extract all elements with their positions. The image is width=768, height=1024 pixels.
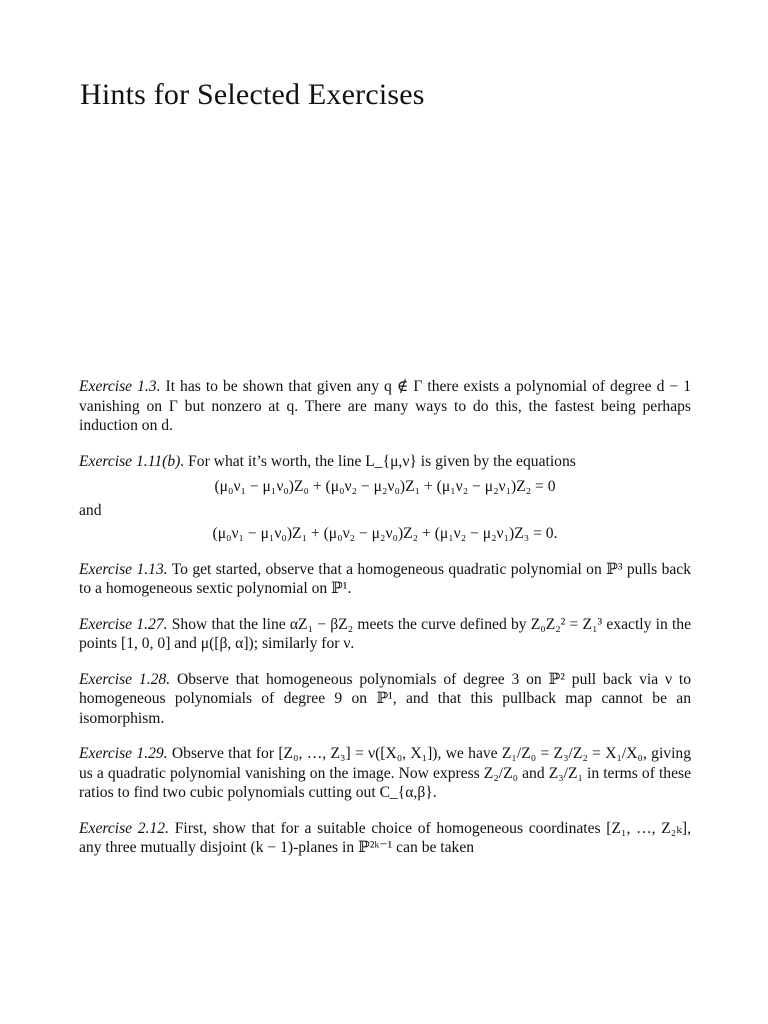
exercise-text: To get started, observe that a homogeneous quadratic polynomial on ℙ³ pulls back to a homogeneous sextic polynomial on ℙ¹. (79, 560, 692, 597)
equation-2: (μ₀ν₁ − μ₁ν₀)Z₁ + (μ₀ν₂ − μ₂ν₀)Z₂ + (μ₁ν₂ − μ₂ν₁)Z₃ = 0. (212, 525, 558, 542)
exercise-text: Show that the line αZ₁ − βZ₂ meets the curve defined by Z₀Z₂² = Z₁³ exactly in the points [1, 0, 0] and μ([β, α]); similarly for ν. (79, 615, 692, 652)
exercise-1-13-hint (79, 560, 691, 599)
exercise-text: It has to be shown that given any q ∉ Γ there exists a polynomial of degree d − 1 vanishing on Γ but nonzero at q. There are many ways to do this, the fastest being perhaps induction on d. (79, 378, 691, 434)
exercise-1-29-hint (79, 744, 691, 803)
connector-text: and (79, 501, 102, 519)
exercise-label: Exercise 1.28. (79, 670, 171, 688)
exercise-label: Exercise 1.29. (79, 745, 168, 762)
exercise-1-28-hint (79, 670, 691, 729)
exercise-label: Exercise 1.27. (79, 615, 168, 633)
exercise-text: For what it’s worth, the line L_{μ,ν} is given by the equations (188, 452, 576, 470)
exercise-1-11b-hint (79, 452, 691, 472)
exercise-text: Observe that homogeneous polynomials of degree 3 on ℙ² pull back via ν to homogeneous polynomials of degree 9 on ℙ¹, and that this pullback map cannot be an isomorphism. (79, 670, 692, 727)
exercise-label: Exercise 2.12. (79, 819, 169, 837)
equation-1: (μ₀ν₁ − μ₁ν₀)Z₀ + (μ₀ν₂ − μ₂ν₀)Z₁ + (μ₁ν₂ − μ₂ν₁)Z₂ = 0 (214, 478, 556, 495)
exercise-label: Exercise 1.11(b). (79, 452, 185, 470)
exercise-text: First, show that for a suitable choice of homogeneous coordinates [Z₁, …, Z₂ₖ], any three mutually disjoint (k − 1)-planes in ℙ²ᵏ⁻¹ can be taken (79, 819, 691, 856)
exercise-hints-body (79, 377, 691, 874)
exercise-label: Exercise 1.3. (79, 378, 161, 395)
exercise-1-3-hint (79, 377, 691, 436)
exercise-label: Exercise 1.13. (79, 560, 168, 578)
page-title: Hints for Selected Exercises (80, 78, 425, 111)
exercise-text: Observe that for [Z₀, …, Z₃] = ν([X₀, X₁]), we have Z₁/Z₀ = Z₃/Z₂ = X₁/X₀, giving us a quadratic polynomial vanishing on the image. Now express Z₂/Z₀ and Z₃/Z₁ in terms of these ratios to find two cubic polynomials cutting out C_{α,β}. (79, 745, 691, 801)
exercise-2-12-hint (79, 819, 691, 858)
exercise-1-27-hint (79, 615, 691, 654)
